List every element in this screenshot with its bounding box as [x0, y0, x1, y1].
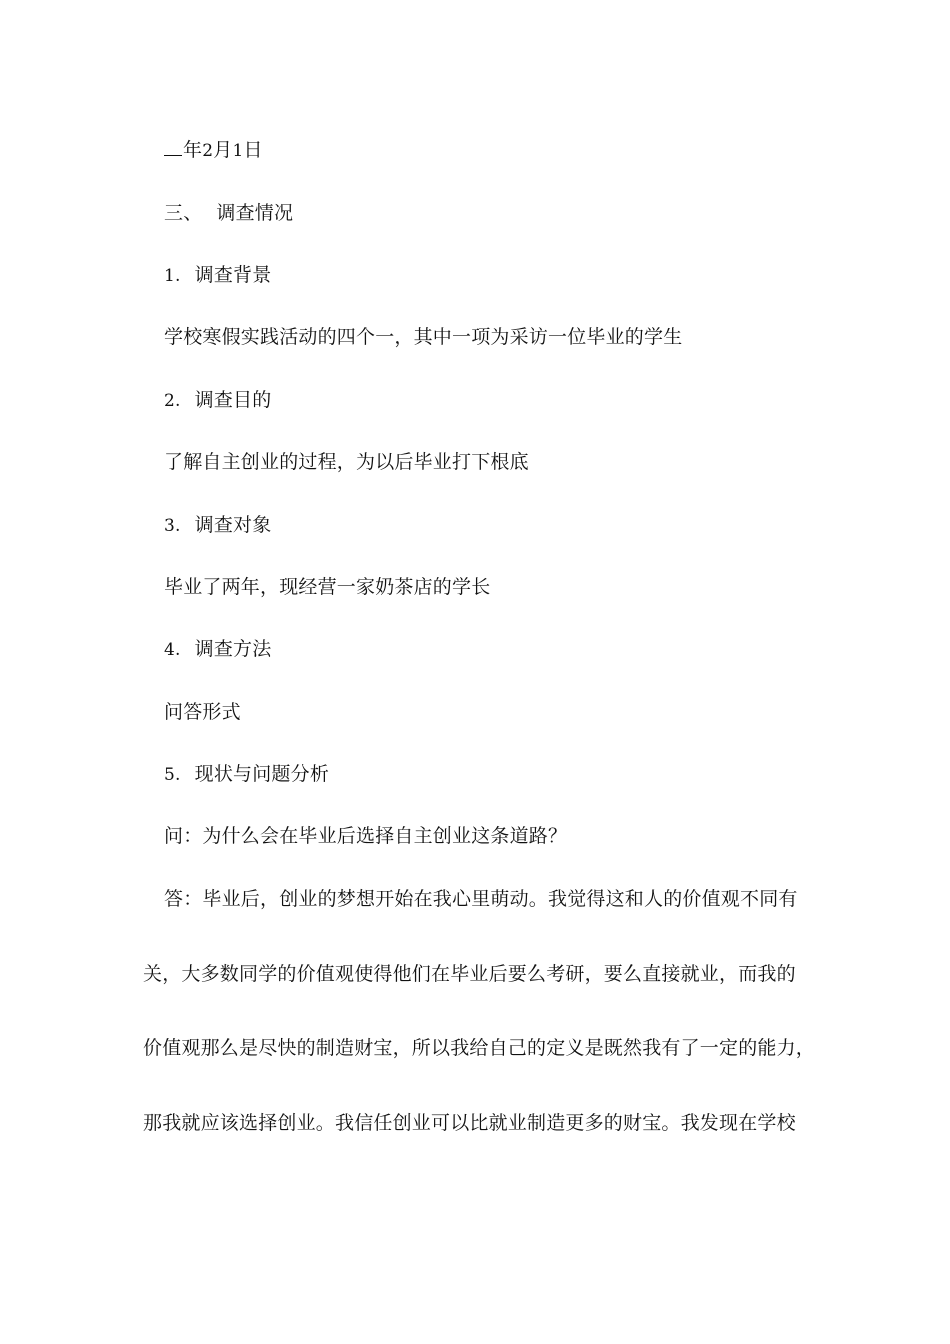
item-body-1: 学校寒假实践活动的四个一，其中一项为采访一位毕业的学生	[164, 326, 683, 348]
item-number: 4.	[164, 640, 181, 660]
date-month-unit: 月	[213, 139, 233, 161]
item-number: 1.	[164, 266, 181, 286]
item-heading-1	[164, 263, 271, 288]
item-title: 调查对象	[194, 514, 272, 536]
item-heading-3	[164, 513, 271, 538]
item-number: 2.	[164, 391, 181, 411]
date-day: 1	[232, 141, 244, 161]
item-number: 5.	[164, 765, 181, 785]
section-title: 调查情况	[216, 202, 294, 224]
answer-line-3: 价值观那么是尽快的制造财宝，所以我给自己的定义是既然我有了一定的能力，	[143, 1037, 816, 1059]
item-body-4: 问答形式	[164, 701, 241, 723]
item-heading-2	[164, 388, 271, 413]
item-title: 调查目的	[194, 389, 272, 411]
item-title: 调查方法	[194, 638, 272, 660]
item-body-2: 了解自主创业的过程，为以后毕业打下根底	[164, 451, 529, 473]
section-heading	[164, 201, 293, 225]
item-number: 3.	[164, 516, 181, 536]
item-title: 现状与问题分析	[194, 763, 330, 785]
date-line	[164, 138, 263, 163]
date-day-unit: 日	[243, 139, 263, 161]
section-number: 三、	[164, 202, 203, 224]
answer-line-4: 那我就应该选择创业。我信任创业可以比就业制造更多的财宝。我发现在学校	[143, 1112, 796, 1134]
date-month: 2	[202, 141, 214, 161]
interview-question: 问：为什么会在毕业后选择自主创业这条道路？	[164, 825, 568, 847]
item-heading-5	[164, 762, 329, 787]
item-heading-4	[164, 637, 271, 662]
answer-line-1: 答：毕业后，创业的梦想开始在我心里萌动。我觉得这和人的价值观不同有	[164, 888, 798, 910]
item-title: 调查背景	[194, 264, 272, 286]
item-body-3: 毕业了两年，现经营一家奶茶店的学长	[164, 576, 491, 598]
date-year-blank	[164, 154, 182, 156]
answer-line-2: 关，大多数同学的价值观使得他们在毕业后要么考研，要么直接就业，而我的	[143, 963, 796, 985]
date-year-unit: 年	[183, 139, 203, 161]
